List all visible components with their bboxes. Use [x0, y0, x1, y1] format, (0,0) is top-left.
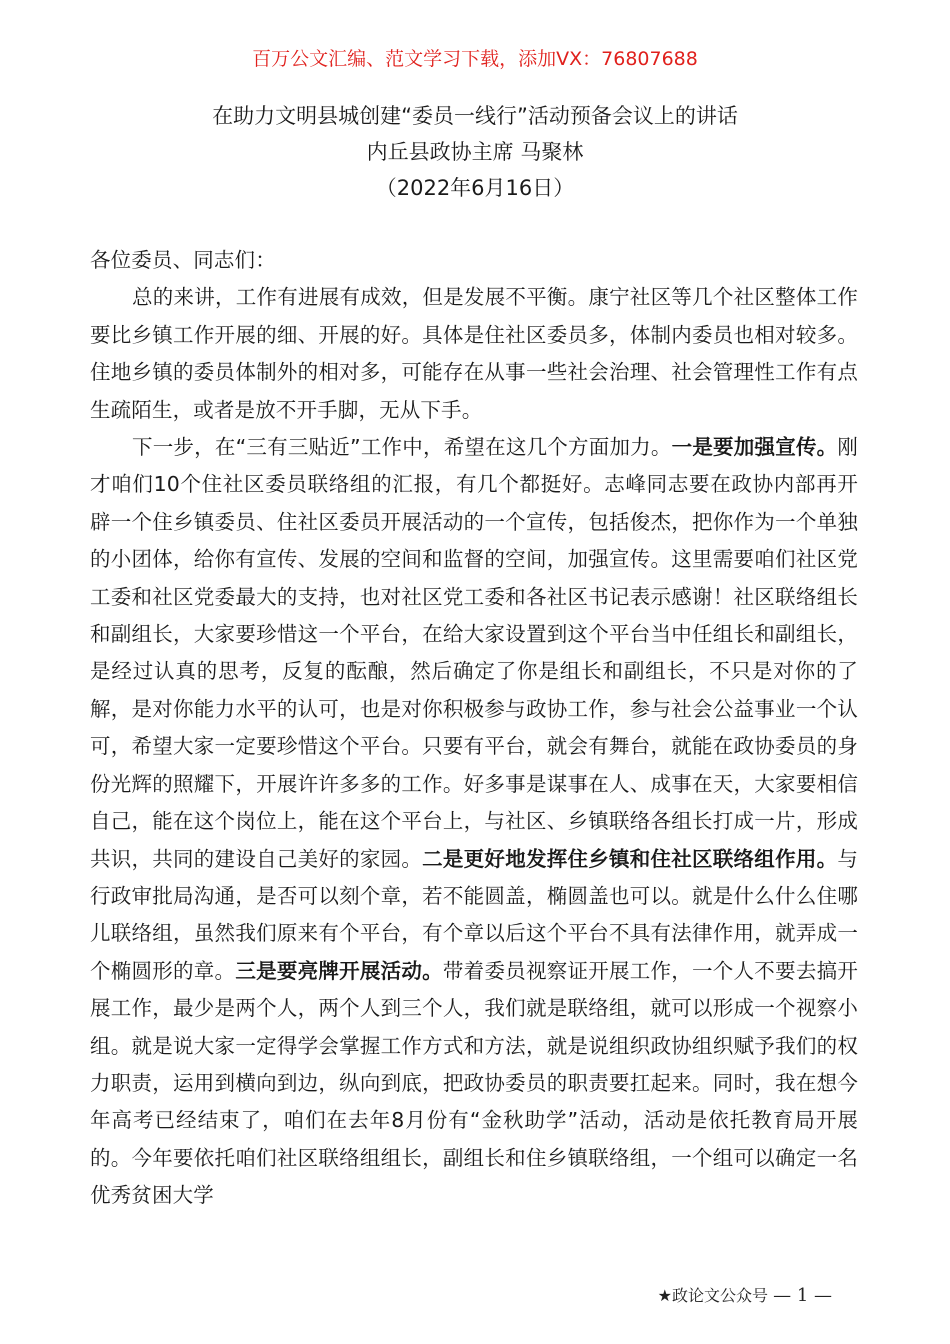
speech-title: 在助力文明县城创建“委员一线行”活动预备会议上的讲话	[212, 104, 738, 128]
point-1-heading: 一是要加强宣传。	[671, 435, 838, 460]
download-banner: 百万公文汇编、范文学习下载，添加VX：76807688	[252, 48, 698, 70]
title-block	[0, 98, 950, 206]
speech-body	[90, 242, 858, 1215]
point-3-heading: 三是要亮牌开展活动。	[235, 958, 443, 983]
point-2-text: 与行政审批局沟通，是否可以刻个章，若不能圆盖，椭圆盖也可以。就是什么什么住哪儿联络组，虽然我们原来有个平台，有个章以后这个平台不具有法律作用，就弄成一个椭圆形的章。	[90, 846, 858, 983]
page-number: — 1 —	[773, 1285, 832, 1306]
salutation: 各位委员、同志们：	[90, 248, 276, 272]
paragraph-2	[90, 429, 858, 1215]
speaker-line: 内丘县政协主席 马聚林	[366, 140, 584, 164]
point-2-heading: 二是更好地发挥住乡镇和住社区联络组作用。	[422, 846, 838, 871]
page-footer	[0, 1283, 832, 1309]
point-3-text: 带着委员视察证开展工作，一个人不要去搞开展工作，最少是两个人，两个人到三个人，我们就是联络组，就可以形成一个视察小组。就是说大家一定得学会掌握工作方式和方法，就是说组织政协组织赋予我们的权力职责，运用到横向到边，纵向到底，把政协委员的职责要扛起来。同时，我在想今年高考已经结束了，咱们在去年8月份有“金秋助学”活动，活动是依托教育局开展的。今年要依托咱们社区联络组组长，副组长和住乡镇联络组，一个组可以确定一名优秀贫困大学	[90, 958, 858, 1208]
paragraph-2-intro: 下一步，在“三有三贴近”工作中，希望在这几个方面加力。	[132, 435, 672, 460]
paragraph-1: 总的来讲，工作有进展有成效，但是发展不平衡。康宁社区等几个社区整体工作要比乡镇工作开展的细、开展的好。具体是住社区委员多，体制内委员也相对较多。住地乡镇的委员体制外的相对多，可能存在从事一些社会治理、社会管理性工作有点生疏陌生，或者是放不开手脚，无从下手。	[90, 285, 858, 422]
point-1-text: 刚才咱们10个住社区委员联络组的汇报，有几个都挺好。志峰同志要在政协内部再开辟一个住乡镇委员、住社区委员开展活动的一个宣传，包括俊杰，把你作为一个单独的小团体，给你有宣传、发展的空间和监督的空间，加强宣传。这里需要咱们社区党工委和社区党委最大的支持，也对社区党工委和各社区书记表示感谢！社区联络组长和副组长，大家要珍惜这一个平台，在给大家设置到这个平台当中任组长和副组长，是经过认真的思考，反复的酝酿，然后确定了你是组长和副组长，不只是对你的了解，是对你能力水平的认可，也是对你积极参与政协工作，参与社会公益事业一个认可，希望大家一定要珍惜这个平台。只要有平台，就会有舞台，就能在政协委员的身份光辉的照耀下，开展许许多多的工作。好多事是谋事在人、成事在天，大家要相信自己，能在这个岗位上，能在这个平台上，与社区、乡镇联络各组长打成一片，形成共识，共同的建设自己美好的家园。	[90, 435, 859, 871]
speech-date: （2022年6月16日）	[375, 176, 575, 200]
footer-source: ★政论文公众号	[657, 1286, 768, 1305]
